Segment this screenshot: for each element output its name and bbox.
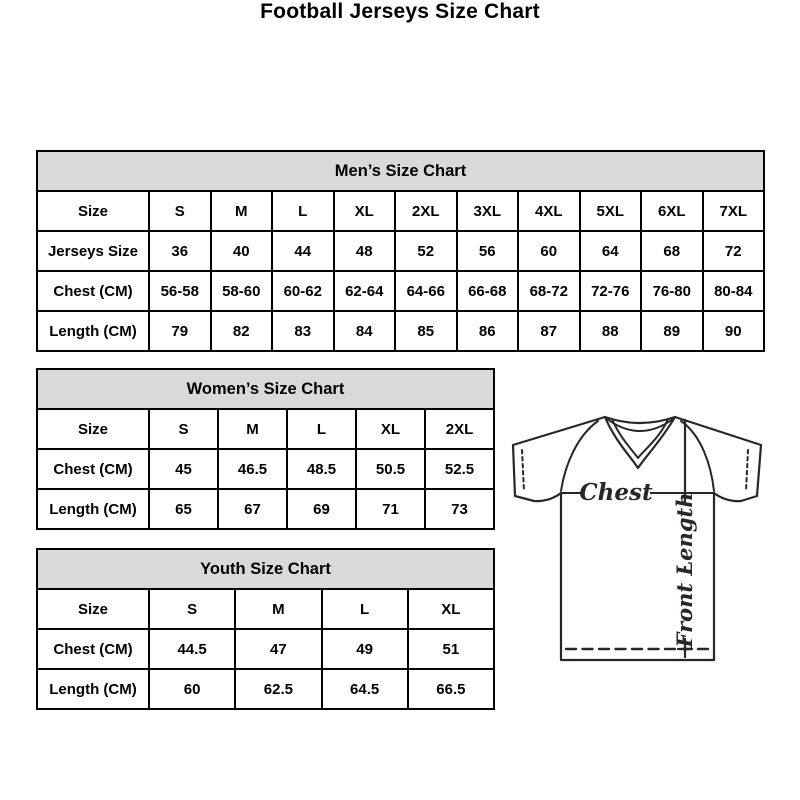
row-label-cell: Size (37, 409, 149, 449)
table-title: Men’s Size Chart (37, 151, 764, 191)
value-cell: 69 (287, 489, 356, 529)
value-cell: 58-60 (211, 271, 273, 311)
table-row (37, 409, 494, 449)
value-cell: 72-76 (580, 271, 642, 311)
table-row (37, 311, 764, 351)
table-row (37, 449, 494, 489)
value-cell: 2XL (425, 409, 494, 449)
left-cuff-dashed-line (522, 450, 524, 491)
table-row (37, 629, 494, 669)
value-cell: XL (408, 589, 494, 629)
value-cell: 46.5 (218, 449, 287, 489)
value-cell: 68-72 (518, 271, 580, 311)
value-cell: 87 (518, 311, 580, 351)
jersey-outline (513, 417, 761, 660)
value-cell: 66-68 (457, 271, 519, 311)
value-cell: 67 (218, 489, 287, 529)
value-cell: 56 (457, 231, 519, 271)
value-cell: 5XL (580, 191, 642, 231)
value-cell: 45 (149, 449, 218, 489)
row-label-cell: Jerseys Size (37, 231, 149, 271)
table-header-row (37, 151, 764, 191)
table-row (37, 231, 764, 271)
table-header-row (37, 549, 494, 589)
value-cell: 40 (211, 231, 273, 271)
value-cell: 64-66 (395, 271, 457, 311)
value-cell: S (149, 191, 211, 231)
value-cell: 47 (235, 629, 321, 669)
value-cell: 83 (272, 311, 334, 351)
table-header-row (37, 369, 494, 409)
row-label-cell: Size (37, 589, 149, 629)
row-label-cell: Chest (CM) (37, 271, 149, 311)
value-cell: XL (356, 409, 425, 449)
value-cell: 62-64 (334, 271, 396, 311)
table-row (37, 489, 494, 529)
value-cell: 73 (425, 489, 494, 529)
value-cell: 85 (395, 311, 457, 351)
row-label-cell: Length (CM) (37, 669, 149, 709)
value-cell: 65 (149, 489, 218, 529)
table-row (37, 589, 494, 629)
value-cell: 2XL (395, 191, 457, 231)
table-row (37, 191, 764, 231)
value-cell: 82 (211, 311, 273, 351)
womens-size-table (36, 368, 495, 530)
row-label-cell: Length (CM) (37, 311, 149, 351)
value-cell: 79 (149, 311, 211, 351)
value-cell: 71 (356, 489, 425, 529)
value-cell: 60 (149, 669, 235, 709)
value-cell: 48.5 (287, 449, 356, 489)
youth-size-table (36, 548, 495, 710)
chest-label: Chest (579, 479, 653, 506)
value-cell: 52 (395, 231, 457, 271)
value-cell: 62.5 (235, 669, 321, 709)
value-cell: 36 (149, 231, 211, 271)
table-row (37, 669, 494, 709)
value-cell: 3XL (457, 191, 519, 231)
value-cell: 64.5 (322, 669, 408, 709)
value-cell: 50.5 (356, 449, 425, 489)
front-length-label: Front Length (672, 492, 697, 648)
value-cell: 44 (272, 231, 334, 271)
page-title: Football Jerseys Size Chart (260, 0, 540, 23)
table-title: Youth Size Chart (37, 549, 494, 589)
value-cell: 89 (641, 311, 703, 351)
value-cell: 44.5 (149, 629, 235, 669)
value-cell: 80-84 (703, 271, 765, 311)
value-cell: 7XL (703, 191, 765, 231)
row-label-cell: Chest (CM) (37, 449, 149, 489)
value-cell: 4XL (518, 191, 580, 231)
value-cell: L (287, 409, 356, 449)
value-cell: 90 (703, 311, 765, 351)
value-cell: 84 (334, 311, 396, 351)
value-cell: S (149, 409, 218, 449)
value-cell: L (272, 191, 334, 231)
value-cell: 66.5 (408, 669, 494, 709)
right-cuff-dashed-line (746, 450, 748, 491)
value-cell: 60-62 (272, 271, 334, 311)
value-cell: 64 (580, 231, 642, 271)
value-cell: 56-58 (149, 271, 211, 311)
row-label-cell: Chest (CM) (37, 629, 149, 669)
row-label-cell: Size (37, 191, 149, 231)
value-cell: M (211, 191, 273, 231)
jersey-measurement-diagram (503, 394, 765, 668)
value-cell: 76-80 (641, 271, 703, 311)
value-cell: 52.5 (425, 449, 494, 489)
value-cell: 51 (408, 629, 494, 669)
value-cell: 72 (703, 231, 765, 271)
value-cell: 60 (518, 231, 580, 271)
value-cell: 49 (322, 629, 408, 669)
value-cell: 48 (334, 231, 396, 271)
table-row (37, 271, 764, 311)
value-cell: 88 (580, 311, 642, 351)
table-title: Women’s Size Chart (37, 369, 494, 409)
value-cell: 6XL (641, 191, 703, 231)
mens-size-table (36, 150, 765, 352)
jersey-diagram-svg (503, 394, 765, 668)
value-cell: M (235, 589, 321, 629)
value-cell: 68 (641, 231, 703, 271)
value-cell: XL (334, 191, 396, 231)
value-cell: M (218, 409, 287, 449)
value-cell: L (322, 589, 408, 629)
row-label-cell: Length (CM) (37, 489, 149, 529)
value-cell: S (149, 589, 235, 629)
value-cell: 86 (457, 311, 519, 351)
